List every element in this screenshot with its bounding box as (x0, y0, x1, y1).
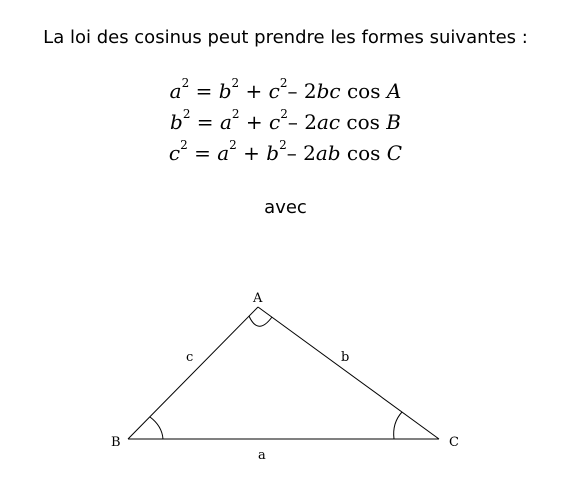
formula-angle: A (386, 79, 402, 103)
formula-plus: + (239, 110, 269, 134)
formula-minus-coef: – 2 (287, 110, 317, 134)
formula-term2-var: c (269, 110, 281, 134)
formula-term2-var: c (268, 79, 280, 103)
formula-cos: cos (340, 141, 387, 165)
formula-equals: = (189, 79, 219, 103)
formula-term3-vars: bc (316, 79, 341, 103)
formula-lhs-var: c (168, 141, 181, 165)
formula-cos: cos (340, 79, 387, 103)
intro-text: La loi des cosinus peut prendre les formes suivantes : (43, 27, 528, 48)
formula-lhs-var: b (170, 110, 183, 134)
formula-term3-vars: ab (315, 141, 341, 165)
formula-exponent: 2 (279, 76, 288, 91)
avec-text: avec (264, 197, 307, 218)
formula-equals: = (187, 141, 218, 165)
angle-c-arc (394, 412, 402, 439)
formula-exponent: 2 (279, 138, 287, 153)
formula-exponent: 2 (231, 76, 240, 91)
formula-minus-coef: – 2 (286, 141, 316, 165)
formula-term3-vars: ac (316, 110, 341, 134)
side-c-line (128, 307, 258, 439)
side-label-a: a (258, 448, 266, 463)
side-b-line (258, 307, 439, 439)
formula-cos: cos (340, 110, 387, 134)
formula-angle: B (386, 110, 401, 134)
angle-b-arc (150, 417, 163, 439)
formula-exponent: 2 (182, 107, 191, 122)
side-label-b: b (341, 350, 350, 365)
formula-plus: + (236, 141, 267, 165)
formula-term1-var: a (219, 110, 232, 134)
formula-term1-var: b (218, 79, 232, 103)
formula-lhs-var: a (169, 79, 182, 103)
formula-exponent: 2 (181, 76, 190, 91)
formula-equals: = (190, 110, 220, 134)
formula-term1-var: a (217, 141, 230, 165)
formula-angle: C (386, 141, 403, 165)
vertex-label-b: B (111, 435, 121, 450)
angle-a-arc (249, 316, 272, 326)
vertex-label-c: C (449, 435, 459, 450)
formula-exponent: 2 (280, 107, 288, 122)
formula-exponent: 2 (180, 138, 188, 153)
formula-term2-var: b (266, 141, 280, 165)
formula-exponent: 2 (231, 107, 240, 122)
formula-minus-coef: – 2 (287, 79, 317, 103)
side-label-c: c (186, 350, 194, 365)
formula-plus: + (239, 79, 269, 103)
formula-exponent: 2 (229, 138, 237, 153)
vertex-label-a: A (253, 291, 263, 306)
